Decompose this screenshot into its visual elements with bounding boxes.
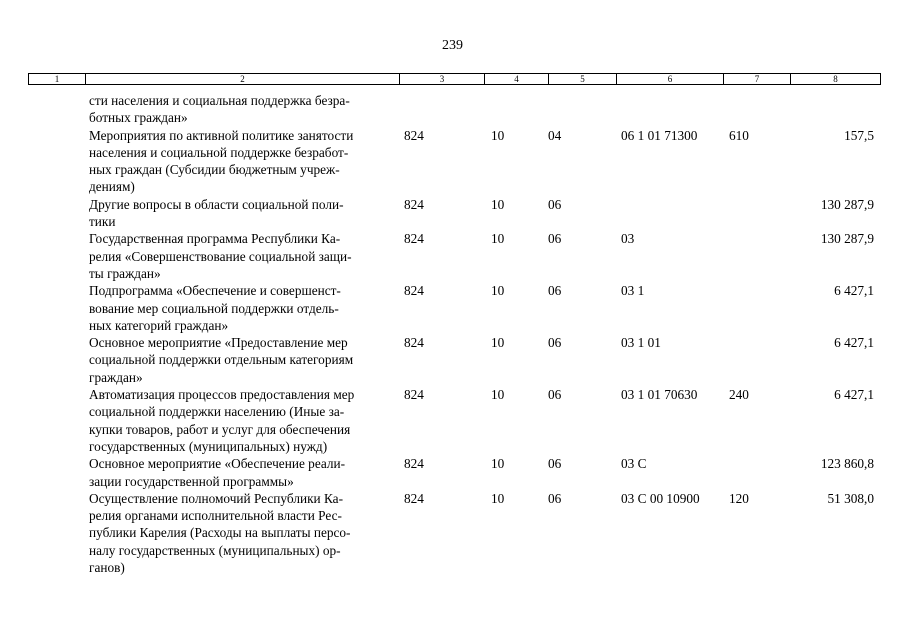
- target-article-code: 03 С: [621, 456, 647, 472]
- subsection-code: 06: [548, 335, 562, 351]
- page-number: 239: [442, 38, 463, 53]
- section-code: 10: [491, 127, 505, 143]
- amount: 130 287,9: [820, 231, 874, 247]
- table-row: [0, 282, 905, 334]
- description-line: населения и социальной поддержке безработ-: [89, 144, 349, 160]
- description-line: социальной поддержки отдельным категориям: [89, 352, 354, 368]
- description-line: купки товаров, работ и услуг для обеспечения: [89, 421, 351, 437]
- header-cell-8: 8: [790, 74, 880, 84]
- ministry-code: 824: [404, 196, 424, 212]
- ministry-code: 824: [404, 387, 424, 403]
- subsection-code: 06: [548, 196, 562, 212]
- header-cell-5: 5: [548, 74, 616, 84]
- description-line: ганов): [89, 560, 125, 576]
- table-row: [0, 490, 905, 577]
- section-code: 10: [491, 283, 505, 299]
- description-line: вование мер социальной поддержки отдель-: [89, 300, 339, 316]
- table-row: [0, 92, 905, 127]
- row-description: [89, 196, 394, 231]
- ministry-code: 824: [404, 231, 424, 247]
- table-row: [0, 455, 905, 490]
- target-article-code: 03 С 00 10900: [621, 490, 700, 506]
- row-description: [89, 230, 394, 282]
- row-description: [89, 490, 394, 576]
- description-line: публики Карелия (Расходы на выплаты персо-: [89, 525, 351, 541]
- section-code: 10: [491, 456, 505, 472]
- description-line: ных граждан (Субсидии бюджетным учреж-: [89, 162, 340, 178]
- description-line: Подпрограмма «Обеспечение и совершенст-: [89, 283, 341, 299]
- table-row: [0, 334, 905, 386]
- expense-type-code: 120: [729, 490, 749, 506]
- section-code: 10: [491, 490, 505, 506]
- table-row: [0, 127, 905, 196]
- ministry-code: 824: [404, 335, 424, 351]
- expense-type-code: 610: [729, 127, 749, 143]
- description-line: Автоматизация процессов предоставления мер: [89, 387, 355, 403]
- subsection-code: 04: [548, 127, 562, 143]
- description-line: ных категорий граждан»: [89, 317, 229, 333]
- ministry-code: 824: [404, 127, 424, 143]
- description-line: налу государственных (муниципальных) ор-: [89, 542, 341, 558]
- description-line: тики: [89, 214, 116, 230]
- target-article-code: 06 1 01 71300: [621, 127, 698, 143]
- description-line: релия «Совершенствование социальной защи-: [89, 248, 352, 264]
- description-line: граждан»: [89, 369, 143, 385]
- row-description: [89, 455, 394, 490]
- header-cell-4: 4: [484, 74, 548, 84]
- subsection-code: 06: [548, 231, 562, 247]
- description-line: Основное мероприятие «Обеспечение реали-: [89, 456, 346, 472]
- target-article-code: 03 1: [621, 283, 645, 299]
- description-line: Осуществление полномочий Республики Ка-: [89, 490, 344, 506]
- subsection-code: 06: [548, 387, 562, 403]
- row-description: [89, 386, 394, 455]
- table-row: [0, 230, 905, 282]
- header-cell-6: 6: [616, 74, 723, 84]
- amount: 6 427,1: [834, 283, 874, 299]
- table-row: [0, 386, 905, 455]
- header-cell-2: 2: [85, 74, 399, 84]
- header-cell-7: 7: [723, 74, 790, 84]
- description-line: государственных (муниципальных) нужд): [89, 438, 328, 454]
- subsection-code: 06: [548, 283, 562, 299]
- description-line: Государственная программа Республики Ка-: [89, 231, 341, 247]
- amount: 6 427,1: [834, 387, 874, 403]
- row-description: [89, 282, 394, 334]
- row-description: [89, 334, 394, 386]
- description-line: Другие вопросы в области социальной поли-: [89, 196, 344, 212]
- description-line: социальной поддержки населению (Иные за-: [89, 404, 345, 420]
- header-cell-1: 1: [54, 74, 60, 84]
- description-line: дениям): [89, 179, 135, 195]
- description-line: ботных граждан»: [89, 110, 188, 126]
- section-code: 10: [491, 231, 505, 247]
- target-article-code: 03: [621, 231, 635, 247]
- description-line: зации государственной программы»: [89, 473, 294, 489]
- table-row: [0, 196, 905, 231]
- amount: 51 308,0: [827, 490, 874, 506]
- table-body: [0, 92, 905, 576]
- description-line: релия органами исполнительной власти Рес-: [89, 508, 342, 524]
- amount: 130 287,9: [820, 196, 874, 212]
- description-line: ты граждан»: [89, 265, 161, 281]
- target-article-code: 03 1 01: [621, 335, 661, 351]
- table-header-row: [28, 73, 881, 85]
- row-description: [89, 127, 394, 196]
- section-code: 10: [491, 196, 505, 212]
- expense-type-code: 240: [729, 387, 749, 403]
- header-cell-3: 3: [399, 74, 484, 84]
- amount: 6 427,1: [834, 335, 874, 351]
- description-line: сти населения и социальная поддержка безра-: [89, 93, 350, 108]
- ministry-code: 824: [404, 283, 424, 299]
- amount: 123 860,8: [820, 456, 874, 472]
- section-code: 10: [491, 335, 505, 351]
- description-line: Мероприятия по активной политике занятости: [89, 127, 354, 143]
- description-line: Основное мероприятие «Предоставление мер: [89, 335, 348, 351]
- row-description: [89, 92, 394, 127]
- ministry-code: 824: [404, 490, 424, 506]
- subsection-code: 06: [548, 490, 562, 506]
- amount: 157,5: [844, 127, 874, 143]
- target-article-code: 03 1 01 70630: [621, 387, 698, 403]
- section-code: 10: [491, 387, 505, 403]
- ministry-code: 824: [404, 456, 424, 472]
- subsection-code: 06: [548, 456, 562, 472]
